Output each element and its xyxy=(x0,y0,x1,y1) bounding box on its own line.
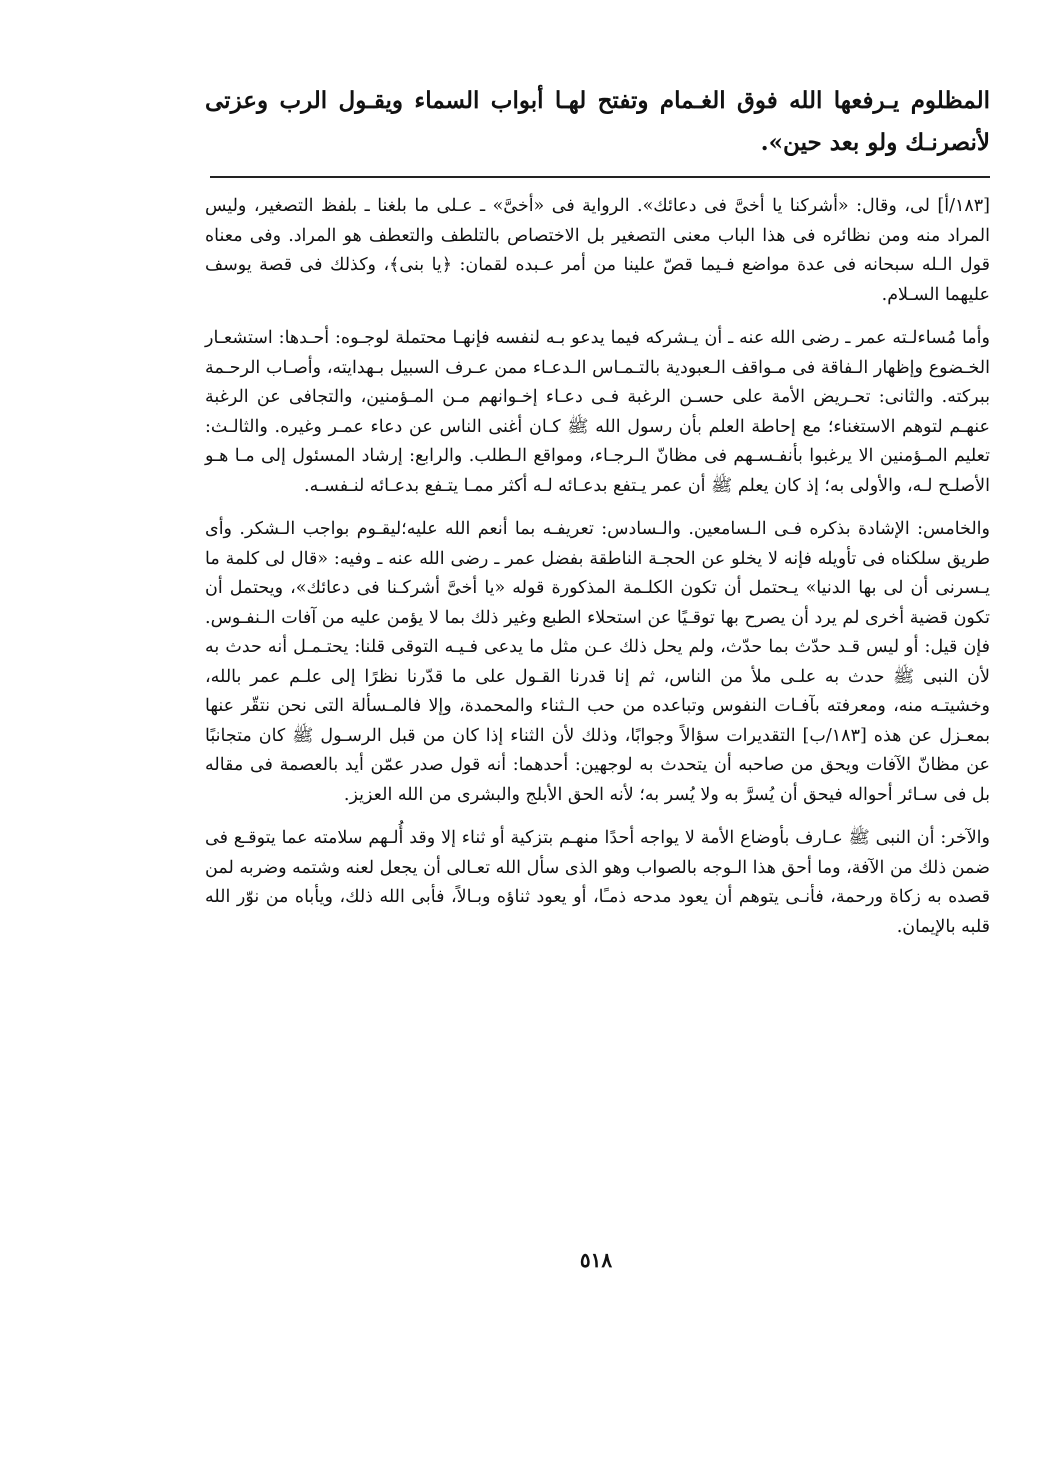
commentary-section xyxy=(205,192,990,956)
commentary-paragraph-1: [١٨٣/أ] لى، وقال: «أشركنا يا أخىَّ فى دعائك». الرواية فى «أخىَّ» ـ عـلى ما بلغنا ـ بلفظ التصغير، وليس المراد منه ومن نظائره فى هذا الباب معنى التصغير بل الاختصاص بالتلطف والتعطف هو المراد. وفى معناه قول الـله سبحانه فى عدة مواضع فـيما قصّ علينا من أمر عـبده لقمان: ﴿يا بنى﴾، وكذلك فى قصة يوسف عليهما السـلام. xyxy=(205,196,990,305)
main-text-paragraph: المظلوم يـرفعها الله فوق الغـمام وتفتح لهـا أبواب السماء ويقـول الرب وعزتى لأنصرنـك ولو بعد حين». xyxy=(205,87,990,156)
commentary-paragraph-2: وأما مُساءلـته عمر ـ رضى الله عنه ـ أن يـشركه فيما يدعو بـه لنفسه فإنهـا محتملة لوجـوه: أحـدها: استشعـار الخـضوع وإظهار الـفاقة فى مـواقف الـعبودية بالتـمـاس الـدعـاء ممن عـرف السبيل بـهدايته، وأصـاب الرحـمة ببركته. والثانى: تحـريض الأمة على حسـن الرغبة فـى دعـاء إخـوانهم مـن المـؤمنين، والتجافى عن الرغبة عنهـم لتوهم الاستغناء؛ مع إحاطة العلم بأن رسول الله ﷺ كـان أغنى الناس عن دعاء عمـر وغيره. والثالـث: تعليم المـؤمنين الا يرغبوا بأنفـسـهم فى مظانّ الـرجـاء، ومواقع الـطلب. والرابع: إرشاد المسئول إلى مـا هـو الأصلـح لـه، والأولى به؛ إذ كان يعلم ﷺ أن عمر يـتفع بدعـائه لـه أكثر ممـا يتـفع بدعـائه لنـفسـه. xyxy=(205,328,990,496)
commentary-paragraph-4: والآخر: أن النبى ﷺ عـارف بأوضاع الأمة لا يواجه أحدًا منهـم بتزكية أو ثناء إلا وقد أُلـهم سلامته عما يتوقـع فى ضمن ذلك من الآفة، وما أحق هذا الـوجه بالصواب وهو الذى سأل الله تعـالى أن يجعل لعنه وشتمه وضربه لمن قصده به زكاة ورحمة، فأنـى يتوهم أن يعود مدحه ذمـًا، أو يعود ثناؤه وبـالاً، فأبى الله ذلك، ويأباه من نوّر الله قلبه بالإيمان. xyxy=(205,828,990,937)
footnote-separator xyxy=(210,176,990,178)
page-number: ٥١٨ xyxy=(579,1248,613,1272)
commentary-paragraph-3: والخامس: الإشادة بذكره فـى الـسامعين. والـسادس: تعريفـه بما أنعم الله عليه؛ليقـوم بواجب الـشكر. وأى طريق سلكناه فى تأويله فإنه لا يخلو عن الحجـة الناطقة بفضل عمر ـ رضى الله عنه ـ وفيه: «قال لى كلمة ما يـسرنى أن لى بها الدنيا» يـحتمل أن تكون الكلـمة المذكورة قوله «يا أخىَّ أشركـنا فى دعائك»، ويحتمل أن تكون قضية أخرى لم يرد أن يصرح بها توقـيًا عن استحلاء الطبع وغير ذلك بما لا يؤمن عليه من آفات الـنفـوس. فإن قيل: أو ليس قـد حدّث بما حدّث، ولم يحل ذلك عـن مثل ما يدعى فـيـه التوقى قلنا: يحتـمـل أنه حدث به لأن النبى ﷺ حدث به علـى ملأ من الناس، ثم إنا قدرنا القـول على ما قدّرنا نظرًا إلى علـم عمر بالله، وخشيتـه منه، ومعرفته بآفـات النفوس وتباعده من حب الـثناء والمحمدة، وإلا فالمـسألة التى نحن نتقّر عنها بمعـزل عن هذه [١٨٣/ب] التقديرات سؤالاً وجوابًا، وذلك لأن الثناء إذا كان من قبل الرسـول ﷺ كان متجانبًا عن مظانّ الآفات ويحق من صاحبه أن يتحدث به لوجهين: أحدهما: أنه قول صدر عمّن أيد بالعصمة فى مقاله بل فى سـائر أحواله فيحق أن يُسرَّ به ولا يُسر به؛ لأنه الحق الأبلج والبشرى من الله العزيز. xyxy=(205,519,991,805)
